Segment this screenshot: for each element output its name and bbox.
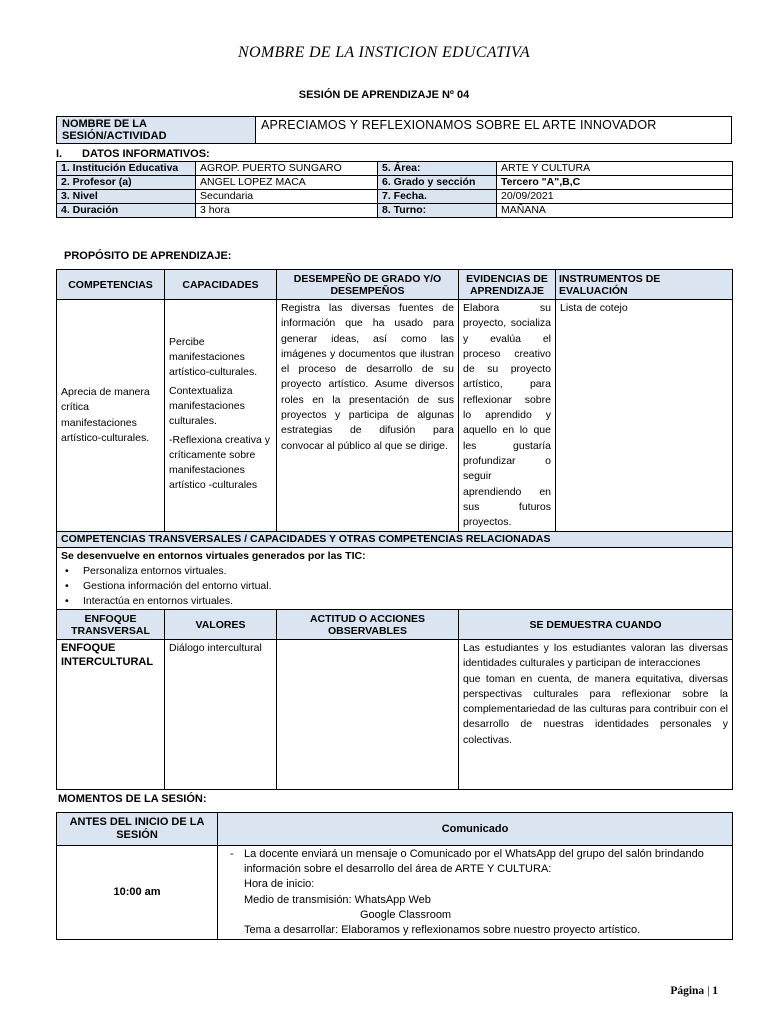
session-name-label: NOMBRE DE LA SESIÓN/ACTIVIDAD — [57, 117, 256, 144]
comunicado-line: Google Classroom — [360, 908, 452, 921]
momentos-heading: MOMENTOS DE LA SESIÓN: — [58, 793, 207, 805]
info-value: 20/09/2021 — [497, 190, 733, 204]
momentos-table — [56, 812, 733, 940]
session-time: 10:00 am — [57, 846, 218, 940]
info-key: 5. Área: — [378, 162, 497, 176]
col-header-instrumentos: INSTRUMENTOS DE EVALUACIÓN — [556, 270, 733, 300]
info-row — [57, 176, 733, 190]
info-key: 1. Institución Educativa — [57, 162, 196, 176]
instrumento-cell: Lista de cotejo — [556, 300, 733, 532]
demuestra-text: Las estudiantes y los estudiantes valoran las diversas identidades culturales y participan de interacciones — [463, 642, 728, 670]
datos-heading — [56, 148, 210, 160]
info-row — [57, 162, 733, 176]
capacidades-cell — [165, 300, 277, 532]
info-key: 8. Turno: — [378, 204, 497, 218]
session-name-value: APRECIAMOS Y REFLEXIONAMOS SOBRE EL ARTE INNOVADOR — [256, 117, 732, 144]
page-number: 1 — [712, 985, 718, 997]
datos-title: DATOS INFORMATIVOS: — [82, 148, 210, 160]
transversal-header-row — [57, 532, 733, 548]
info-value: AGROP. PUERTO SUNGARO — [196, 162, 378, 176]
list-item: • Personaliza entornos virtuales. — [61, 564, 728, 579]
page-label: Página — [670, 985, 705, 997]
comunicado-line: Medio de transmisión: WhatsApp Web — [244, 893, 431, 906]
enfoque-table — [56, 609, 733, 790]
col-header-capacidades: CAPACIDADES — [165, 270, 277, 300]
capacidad-item: -Reflexiona creativa y críticamente sobre manifestaciones artístico -culturales — [169, 433, 270, 492]
info-value: 3 hora — [196, 204, 378, 218]
col-header-comunicado: Comunicado — [218, 813, 733, 846]
enfoque-actitud — [277, 640, 459, 790]
transversal-list — [61, 564, 728, 609]
enfoque-name: ENFOQUE INTERCULTURAL — [57, 640, 165, 790]
momentos-body-row — [57, 846, 733, 940]
comunicado-line: Tema a desarrollar: Elaboramos y reflexionamos sobre nuestro proyecto artístico. — [244, 924, 641, 937]
enfoque-header-row — [57, 610, 733, 640]
info-row — [57, 204, 733, 218]
page-separator: | — [707, 985, 710, 997]
transversal-title: Se desenvuelve en entornos virtuales generados por las TIC: — [61, 550, 366, 563]
info-value: Secundaria — [196, 190, 378, 204]
transversal-header: COMPETENCIAS TRANSVERSALES / CAPACIDADES Y OTRAS COMPETENCIAS RELACIONADAS — [57, 532, 733, 548]
desempeno-cell: Registra las diversas fuentes de información que ha usado para generar ideas, así como las imágenes y documentos que ilustran el proceso de desarrollo de su proyecto artístico. Asume diversos roles en la presentación de sus proyectos y participa de algunas estrategias de difusión para convocar al público al que se dirige. — [277, 300, 459, 532]
col-header-enfoque: ENFOQUE TRANSVERSAL — [57, 610, 165, 640]
proposito-heading: PROPÓSITO DE APRENDIZAJE: — [64, 250, 232, 262]
capacidad-item: Percibe manifestaciones artístico-culturales. — [169, 335, 258, 379]
momentos-header-row — [57, 813, 733, 846]
proposito-body-row — [57, 300, 733, 532]
comunicado-line: La docente enviará un mensaje o Comunicado por el WhatsApp del grupo del salón brindando información sobre el desarrollo del área de ARTE Y CULTURA: — [244, 848, 704, 876]
page-footer — [0, 985, 718, 997]
enfoque-demuestra — [459, 640, 733, 790]
proposito-table — [56, 269, 733, 619]
info-row — [57, 190, 733, 204]
enfoque-valor: Diálogo intercultural — [165, 640, 277, 790]
col-header-competencias: COMPETENCIAS — [57, 270, 165, 300]
comunicado-text — [244, 847, 728, 938]
col-header-actitud: ACTITUD O ACCIONES OBSERVABLES — [277, 610, 459, 640]
session-number: SESIÓN DE APRENDIZAJE Nº 04 — [298, 89, 470, 101]
info-key: 3. Nivel — [57, 190, 196, 204]
info-value: MAÑANA — [497, 204, 733, 218]
comunicado-content — [222, 847, 728, 938]
col-header-valores: VALORES — [165, 610, 277, 640]
comunicado-cell — [218, 846, 733, 940]
list-dash: - — [230, 848, 234, 860]
col-header-desempeno: DESEMPEÑO DE GRADO Y/O DESEMPEÑOS — [277, 270, 459, 300]
info-key: 4. Duración — [57, 204, 196, 218]
info-key: 6. Grado y sección — [378, 176, 497, 190]
col-header-demuestra: SE DEMUESTRA CUANDO — [459, 610, 733, 640]
col-header-antes: ANTES DEL INICIO DE LA SESIÓN — [57, 813, 218, 846]
competencia-cell: Aprecia de manera crítica manifestaciones artístico-culturales. — [57, 300, 165, 532]
info-value: ARTE Y CULTURA — [497, 162, 733, 176]
proposito-header-row — [57, 270, 733, 300]
info-value: ANGEL LOPEZ MACA — [196, 176, 378, 190]
info-key: 2. Profesor (a) — [57, 176, 196, 190]
info-table — [56, 161, 733, 218]
datos-number: I. — [56, 148, 63, 160]
capacidad-item: Contextualiza manifestaciones culturales. — [169, 384, 245, 428]
info-value: Tercero "A",B,C — [497, 176, 733, 190]
info-key: 7. Fecha. — [378, 190, 497, 204]
col-header-evidencias: EVIDENCIAS DE APRENDIZAJE — [459, 270, 556, 300]
list-item: • Interactúa en entornos virtuales. — [61, 594, 728, 609]
school-title: NOMBRE DE LA INSTICION EDUCATIVA — [238, 44, 530, 61]
enfoque-body-row — [57, 640, 733, 790]
list-item: • Gestiona información del entorno virtual. — [61, 579, 728, 594]
evidencias-cell: Elabora su proyecto, socializa y evalúa el proceso creativo de su proyecto artístico, para reflexionar sobre lo aprendido y aquello en lo que les gustaría profundizar o seguir aprendiendo en sus futuros proyectos. — [459, 300, 556, 532]
demuestra-text: que toman en cuenta, de manera equitativa, diversas perspectivas culturales para reflexionar sobre la complementariedad de las culturas para contribuir con el desarrollo de nuestras identidades personales y colectivas. — [463, 672, 728, 746]
session-name-table — [56, 116, 732, 144]
comunicado-line: Hora de inicio: — [244, 878, 315, 891]
